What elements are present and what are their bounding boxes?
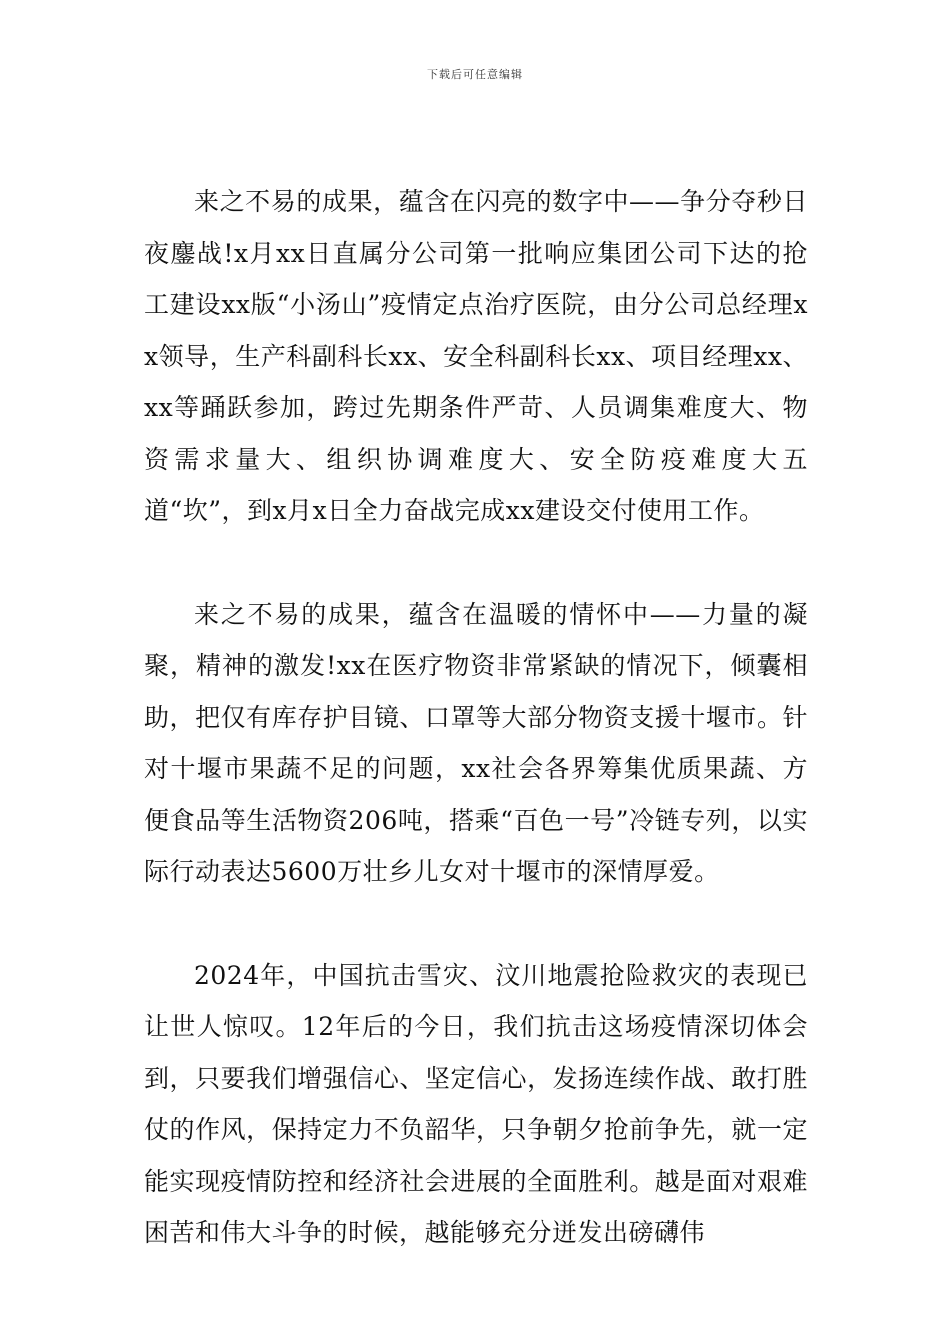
paragraph-2: 来之不易的成果，蕴含在温暖的情怀中——力量的凝聚，精神的激发!xx在医疗物资非常紧缺的情况下，倾囊相助，把仅有库存护目镜、口罩等大部分物资支援十堰市。针对十堰市果蔬不足的问题，xx社会各界筹集优质果蔬、方便食品等生活物资206吨，搭乘“百色一号”冷链专列，以实际行动表达5600万壮乡儿女对十堰市的深情厚爱。 [144, 599, 808, 886]
paragraph-1: 来之不易的成果，蕴含在闪亮的数字中——争分夺秒日夜鏖战!x月xx日直属分公司第一批响应集团公司下达的抢工建设xx版“小汤山”疫情定点治疗医院，由分公司总经理xx领导，生产科副科长xx、安全科副科长xx、项目经理xx、xx等踊跃参加，跨过先期条件严苛、人员调集难度大、物资需求量大、组织协调难度大、安全防疫难度大五道“坎”，到x月x日全力奋战完成xx建设交付使用工作。 [144, 187, 808, 525]
header-note: 下载后可任意编辑 [427, 68, 523, 81]
paragraph-3: 2024年，中国抗击雪灾、汶川地震抢险救灾的表现已让世人惊叹。12年后的今日，我们抗击这场疫情深切体会到，只要我们增强信心、坚定信心，发扬连续作战、敢打胜仗的作风，保持定力不负韶华，只争朝夕抢前争先，就一定能实现疫情防控和经济社会进展的全面胜利。越是面对艰难困苦和伟大斗争的时候，越能够充分迸发出磅礴伟 [144, 960, 808, 1247]
document-body [144, 176, 808, 1311]
